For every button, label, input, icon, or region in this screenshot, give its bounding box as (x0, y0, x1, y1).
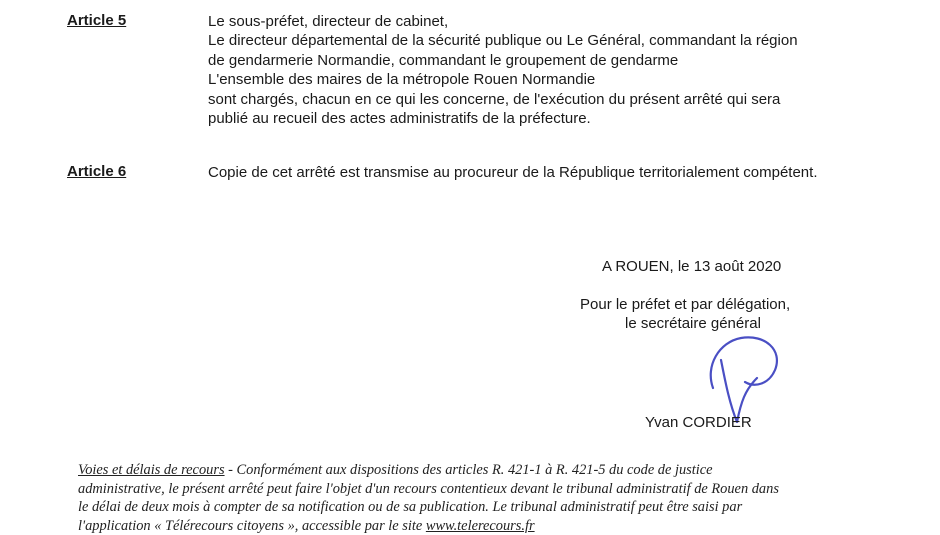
article-5-line: Le directeur départemental de la sécurité publique ou Le Général, commandant la région (208, 32, 798, 50)
article-5-line: sont chargés, chacun en ce qui les concerne, de l'exécution du présent arrêté qui sera (208, 90, 781, 108)
appeal-notice (78, 461, 838, 535)
appeal-heading: Voies et délais de recours (78, 462, 225, 478)
article-5-line: L'ensemble des maires de la métropole Rouen Normandie (208, 71, 596, 89)
article-5-body (208, 12, 883, 128)
article-5-line: de gendarmerie Normandie, commandant le groupement de gendarme (208, 51, 679, 69)
appeal-text: - Conformément aux dispositions des articles R. 421-1 à R. 421-5 du code de justice (224, 462, 713, 478)
handwritten-signature (685, 332, 795, 424)
article-5-line: Le sous-préfet, directeur de cabinet, (208, 13, 449, 30)
delegation-line-1: Pour le préfet et par délégation, (580, 296, 791, 313)
article-5-line: publié au recueil des actes administratifs de la préfecture. (208, 110, 591, 128)
signatory-name: Yvan CORDIER (645, 414, 752, 431)
article-6-body (208, 163, 883, 182)
article-5-label: Article 5 (67, 12, 127, 29)
appeal-notice-line (78, 461, 838, 480)
signature-stroke (711, 337, 777, 422)
article-6-text: Copie de cet arrêté est transmise au procureur de la République territorialement compétent. (208, 164, 818, 181)
appeal-notice-line: administrative, le présent arrêté peut faire l'objet d'un recours contentieux devant le tribunal administratif de Rouen dans (78, 480, 779, 497)
place-date: A ROUEN, le 13 août 2020 (602, 258, 782, 275)
appeal-notice-line (78, 517, 838, 535)
delegation-line-2: le secrétaire général (625, 315, 761, 332)
appeal-notice-line: le délai de deux mois à compter de sa notification ou de sa publication. Le tribunal administratif peut être saisi par (78, 499, 743, 516)
telerecours-link[interactable]: www.telerecours.fr (425, 517, 535, 534)
appeal-text: l'application « Télérecours citoyens », accessible par le site (78, 517, 426, 534)
article-6-label: Article 6 (67, 163, 127, 180)
